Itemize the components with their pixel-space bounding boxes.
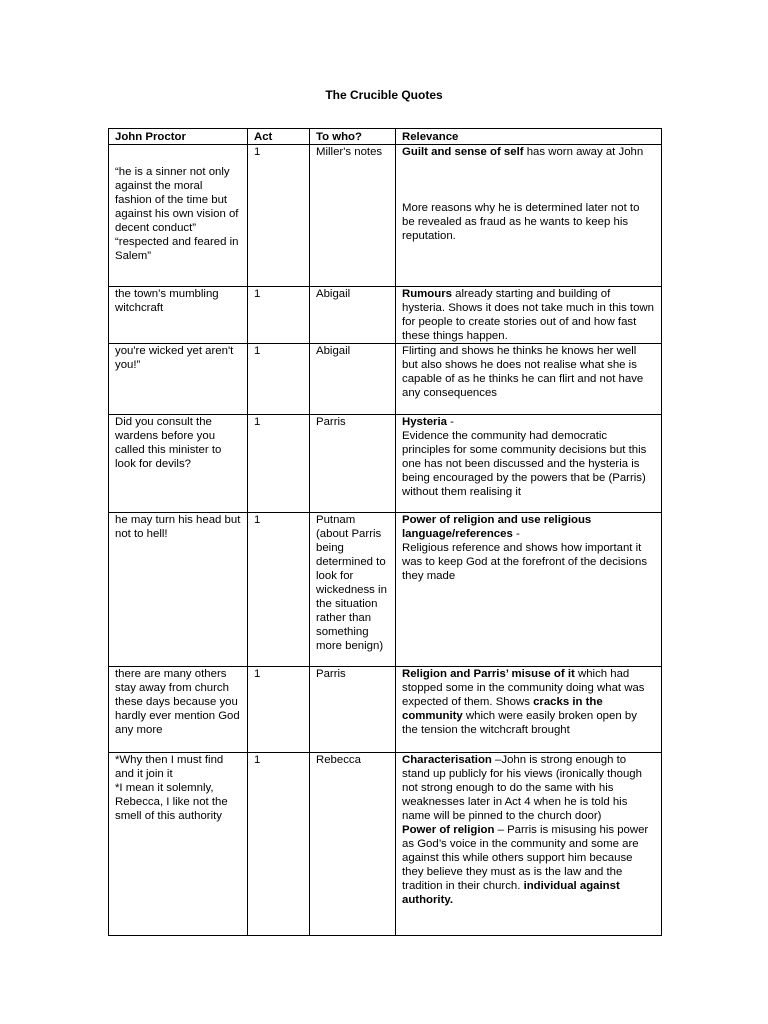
relevance-cell: Flirting and shows he thinks he knows her well but also shows he does not realise what she is capable of as he thinks he can flirt and not have any consequences	[396, 344, 662, 415]
to-who-cell: Putnam (about Parris being determined to look for wickedness in the situation rather than something more benign)	[310, 513, 396, 667]
table-row	[109, 667, 662, 753]
spacer	[402, 159, 655, 201]
to-who-cell: Miller's notes	[310, 145, 396, 287]
act-cell: 1	[248, 667, 310, 753]
relevance-cell	[396, 513, 662, 667]
relevance-text: already starting and building of hysteria. Shows it does not take much in this town for people to create stories out of and how fast these things happen.	[402, 288, 654, 342]
quote-cell: he may turn his head but not to hell!	[109, 513, 248, 667]
relevance-text: – Parris is misusing his power as God’s voice in the community and some are against this while others support him because they believe they must as is the law and the tradition in their church.	[402, 824, 649, 892]
relevance-theme: Power of religion	[402, 824, 495, 836]
relevance-text: -	[512, 528, 520, 540]
act-cell: 1	[248, 513, 310, 667]
to-who-cell: Abigail	[310, 287, 396, 344]
relevance-text: which were easily broken open by the tension the witchcraft brought	[402, 710, 637, 736]
quote-cell: the town’s mumbling witchcraft	[109, 287, 248, 344]
relevance-text: Religious reference and shows how important it was to keep God at the forefront of the decisions they made	[402, 542, 651, 582]
quote-cell: you're wicked yet aren't you!”	[109, 344, 248, 415]
quote-text: *Why then I must find and it join it	[115, 754, 227, 780]
relevance-theme: Power of religion and use religious language/references	[402, 514, 592, 540]
act-cell: 1	[248, 415, 310, 513]
header-act: Act	[248, 129, 310, 145]
quotes-table	[108, 128, 662, 936]
quote-text: *I mean it solemnly, Rebecca, I like not the smell of this authority	[115, 782, 231, 822]
header-to-who: To who?	[310, 129, 396, 145]
relevance-text: has worn away at John	[523, 146, 644, 158]
table-row	[109, 753, 662, 936]
table-header-row	[109, 129, 662, 145]
act-cell: 1	[248, 287, 310, 344]
relevance-cell	[396, 753, 662, 936]
table-row	[109, 344, 662, 415]
relevance-theme: Religion and Parris’ misuse of it	[402, 668, 575, 680]
relevance-text: –John is strong enough to stand up publicly for his views (ironically though not strong enough to do the same with his weaknesses later in Act 4 when he is told his name will be pinned to the church door)	[402, 754, 642, 822]
act-cell: 1	[248, 753, 310, 936]
relevance-text: More reasons why he is determined later not to be revealed as fraud as he wants to keep his reputation.	[402, 202, 640, 242]
header-relevance: Relevance	[396, 129, 662, 145]
page-title: The Crucible Quotes	[325, 88, 443, 102]
table-row	[109, 287, 662, 344]
table-row	[109, 145, 662, 287]
relevance-text: -	[446, 416, 454, 428]
to-who-cell: Parris	[310, 667, 396, 753]
relevance-theme: Rumours	[402, 288, 452, 300]
quote-cell: Did you consult the wardens before you called this minister to look for devils?	[109, 415, 248, 513]
relevance-cell	[396, 287, 662, 344]
relevance-text: Evidence the community had democratic principles for some community decisions but this one has not been discussed and the hysteria is being encouraged by the powers that be (Parris) without them realising it	[402, 430, 650, 498]
table-row	[109, 415, 662, 513]
relevance-cell	[396, 667, 662, 753]
relevance-theme: Hysteria	[402, 416, 447, 428]
relevance-cell	[396, 415, 662, 513]
quote-cell	[109, 753, 248, 936]
header-quote: John Proctor	[109, 129, 248, 145]
relevance-theme: Guilt and sense of self	[402, 146, 524, 158]
act-cell: 1	[248, 344, 310, 415]
relevance-theme: Characterisation	[402, 754, 492, 766]
to-who-cell: Abigail	[310, 344, 396, 415]
to-who-cell: Parris	[310, 415, 396, 513]
relevance-theme: individual against authority.	[402, 880, 620, 906]
relevance-text: which had stopped some in the community doing what was expected of them. Shows	[402, 668, 645, 708]
relevance-theme: cracks in the community	[402, 696, 603, 722]
relevance-cell	[396, 145, 662, 287]
table-row	[109, 513, 662, 667]
to-who-cell: Rebecca	[310, 753, 396, 936]
quote-cell: “he is a sinner not only against the moral fashion of the time but against his own vision of decent conduct” “respected and feared in Salem”	[109, 145, 248, 287]
act-cell: 1	[248, 145, 310, 287]
quote-cell: there are many others stay away from church these days because you hardly ever mention God any more	[109, 667, 248, 753]
